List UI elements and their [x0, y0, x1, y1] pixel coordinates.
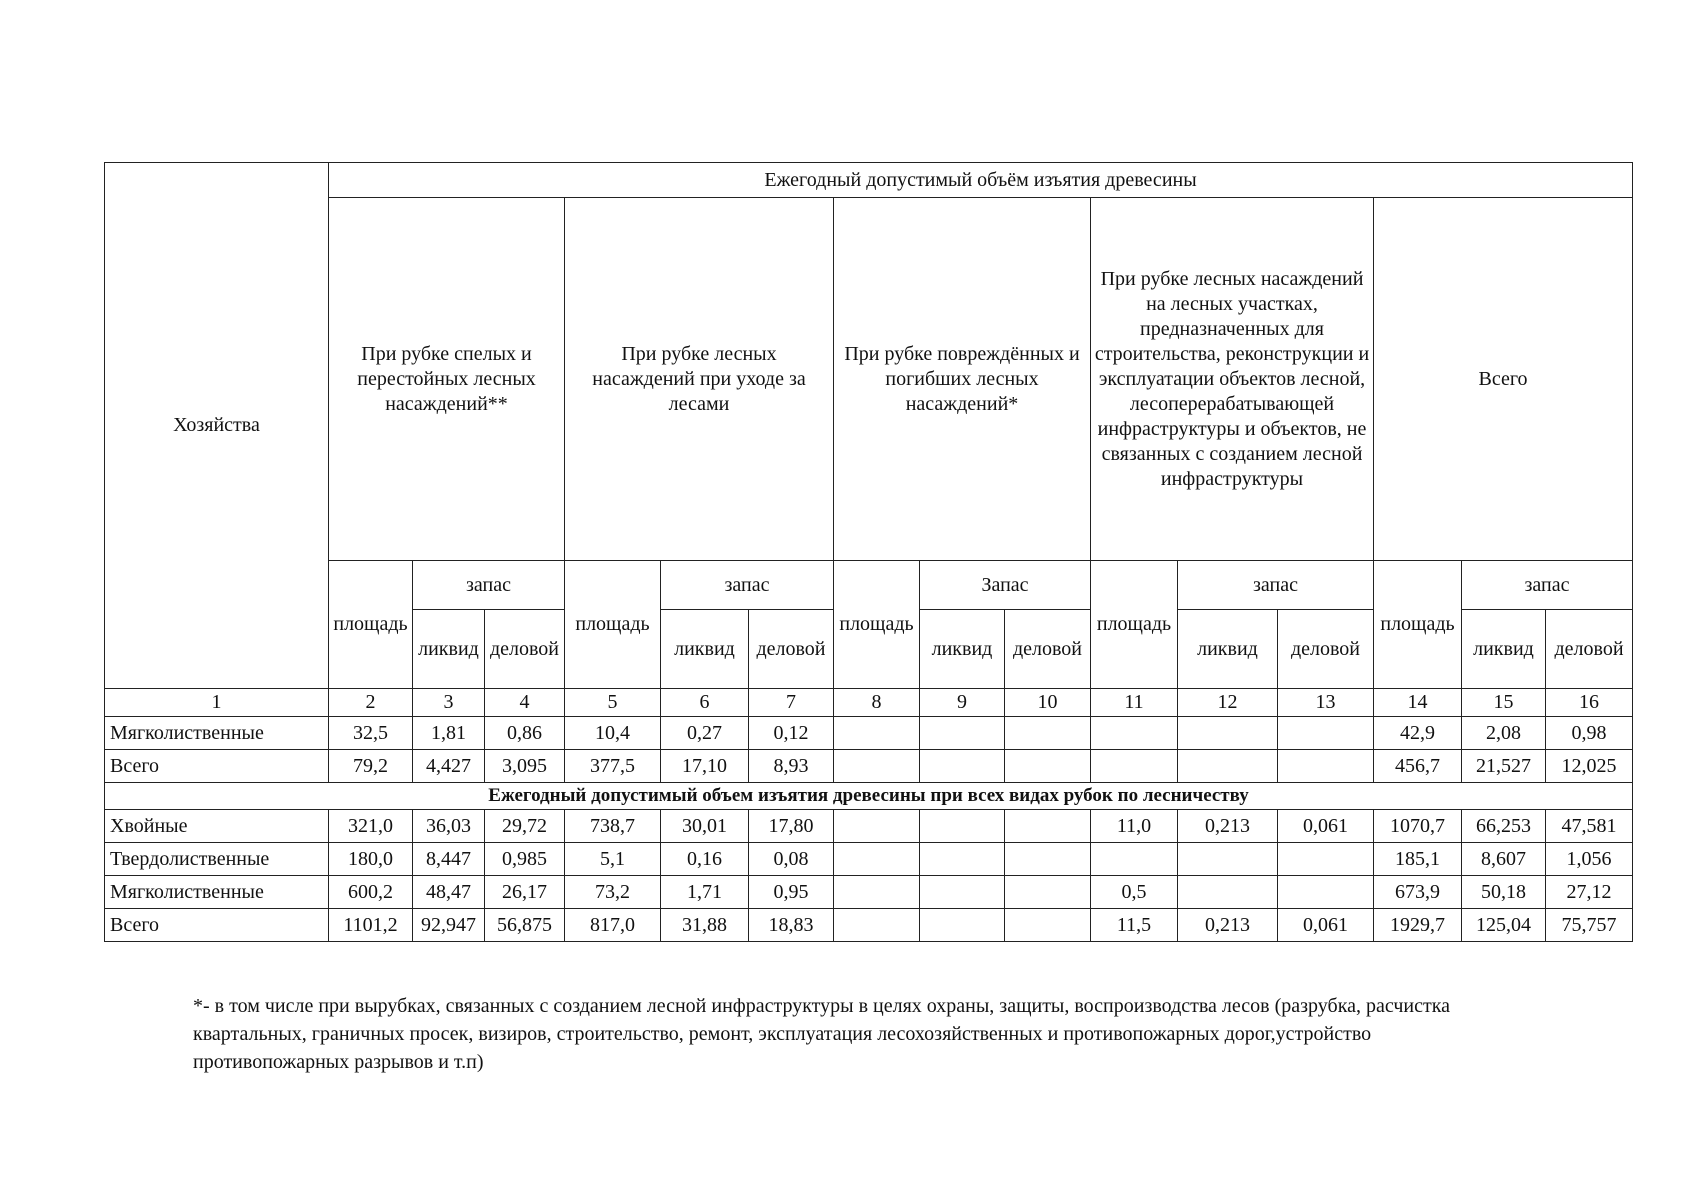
table-cell: 0,12	[749, 717, 834, 750]
header-timber: деловой	[749, 610, 834, 689]
row-label: Хвойные	[105, 810, 329, 843]
table-cell: 17,80	[749, 810, 834, 843]
table-cell: 0,213	[1178, 909, 1278, 942]
table-cell: 600,2	[329, 876, 413, 909]
table-row	[105, 843, 1633, 876]
table-cell: 321,0	[329, 810, 413, 843]
table-cell: 0,98	[1546, 717, 1633, 750]
table-cell	[920, 717, 1005, 750]
column-number: 7	[749, 689, 834, 717]
table-cell: 0,985	[485, 843, 565, 876]
header-group-total: Всего	[1374, 198, 1633, 561]
row-label: Твердолиственные	[105, 843, 329, 876]
header-liquid: ликвид	[413, 610, 485, 689]
column-number: 3	[413, 689, 485, 717]
column-number: 6	[661, 689, 749, 717]
table-cell: 21,527	[1462, 750, 1546, 783]
column-number: 9	[920, 689, 1005, 717]
table-cell: 56,875	[485, 909, 565, 942]
header-area: площадь	[1091, 561, 1178, 689]
table-cell: 92,947	[413, 909, 485, 942]
table-cell: 75,757	[1546, 909, 1633, 942]
table-cell: 1,056	[1546, 843, 1633, 876]
table-cell	[1005, 717, 1091, 750]
table-cell	[920, 810, 1005, 843]
section-row	[105, 783, 1633, 810]
table-cell	[920, 909, 1005, 942]
table-row	[105, 909, 1633, 942]
table-cell: 36,03	[413, 810, 485, 843]
column-number: 16	[1546, 689, 1633, 717]
table-cell: 0,213	[1178, 810, 1278, 843]
row-label: Мягколиственные	[105, 876, 329, 909]
column-number: 14	[1374, 689, 1462, 717]
table-cell: 50,18	[1462, 876, 1546, 909]
table-cell: 11,5	[1091, 909, 1178, 942]
table-cell: 31,88	[661, 909, 749, 942]
table-cell: 1,81	[413, 717, 485, 750]
table-cell: 0,16	[661, 843, 749, 876]
table-cell: 27,12	[1546, 876, 1633, 909]
table-cell: 26,17	[485, 876, 565, 909]
table-cell: 2,08	[1462, 717, 1546, 750]
table-cell	[1005, 876, 1091, 909]
table-cell: 8,607	[1462, 843, 1546, 876]
table-cell: 8,93	[749, 750, 834, 783]
table-cell: 12,025	[1546, 750, 1633, 783]
header-timber: деловой	[1005, 610, 1091, 689]
table-cell	[1278, 843, 1374, 876]
column-number: 15	[1462, 689, 1546, 717]
table-cell: 3,095	[485, 750, 565, 783]
table-cell	[1278, 876, 1374, 909]
table-cell: 10,4	[565, 717, 661, 750]
header-group-construction: При рубке лесных насаждений на лесных участках, предназначенных для строительства, реконструкции и эксплуатации объектов лесной, лесоперерабатывающей инфраструктуры и объектов, не связанных с созданием лесной инфраструктуры	[1091, 198, 1374, 561]
table-cell: 673,9	[1374, 876, 1462, 909]
table-cell	[1005, 810, 1091, 843]
header-liquid: ликвид	[1462, 610, 1546, 689]
header-timber: деловой	[485, 610, 565, 689]
table-cell: 456,7	[1374, 750, 1462, 783]
row-label: Всего	[105, 909, 329, 942]
table-cell	[1178, 750, 1278, 783]
table-cell: 0,5	[1091, 876, 1178, 909]
table-row	[105, 717, 1633, 750]
table-cell: 0,27	[661, 717, 749, 750]
table-cell: 29,72	[485, 810, 565, 843]
table-cell: 5,1	[565, 843, 661, 876]
document-sheet	[104, 162, 1632, 942]
header-liquid: ликвид	[920, 610, 1005, 689]
column-number: 11	[1091, 689, 1178, 717]
header-stock: запас	[1178, 561, 1374, 610]
column-number: 1	[105, 689, 329, 717]
header-liquid: ликвид	[1178, 610, 1278, 689]
table-cell	[1178, 843, 1278, 876]
table-cell	[1005, 909, 1091, 942]
table-row	[105, 750, 1633, 783]
table-cell	[920, 843, 1005, 876]
table-cell	[1005, 843, 1091, 876]
table-cell	[834, 876, 920, 909]
table-row	[105, 810, 1633, 843]
header-stock: запас	[1462, 561, 1633, 610]
table-cell: 1101,2	[329, 909, 413, 942]
table-cell: 18,83	[749, 909, 834, 942]
table-cell: 180,0	[329, 843, 413, 876]
table-cell: 1929,7	[1374, 909, 1462, 942]
header-area: площадь	[329, 561, 413, 689]
table-cell	[1278, 717, 1374, 750]
table-cell: 377,5	[565, 750, 661, 783]
table-cell: 0,08	[749, 843, 834, 876]
header-group-mature: При рубке спелых и перестойных лесных насаждений**	[329, 198, 565, 561]
column-number: 4	[485, 689, 565, 717]
header-area: площадь	[565, 561, 661, 689]
column-number-row	[105, 689, 1633, 717]
header-stock: Запас	[920, 561, 1091, 610]
header-area: площадь	[1374, 561, 1462, 689]
table-cell	[1091, 843, 1178, 876]
table-cell	[920, 750, 1005, 783]
row-label: Всего	[105, 750, 329, 783]
table-cell: 79,2	[329, 750, 413, 783]
table-cell	[834, 843, 920, 876]
table-cell: 8,447	[413, 843, 485, 876]
table-cell: 0,86	[485, 717, 565, 750]
table-cell: 0,061	[1278, 810, 1374, 843]
table-cell: 47,581	[1546, 810, 1633, 843]
table-cell: 0,95	[749, 876, 834, 909]
table-cell	[834, 909, 920, 942]
table-cell: 73,2	[565, 876, 661, 909]
table-cell: 32,5	[329, 717, 413, 750]
table-cell: 1,71	[661, 876, 749, 909]
column-number: 2	[329, 689, 413, 717]
timber-harvest-table	[104, 162, 1633, 942]
table-cell: 185,1	[1374, 843, 1462, 876]
table-cell: 0,061	[1278, 909, 1374, 942]
column-number: 8	[834, 689, 920, 717]
table-cell	[834, 810, 920, 843]
table-cell: 125,04	[1462, 909, 1546, 942]
table-cell: 11,0	[1091, 810, 1178, 843]
table-cell	[1005, 750, 1091, 783]
section-title: Ежегодный допустимый объем изъятия древесины при всех видах рубок по лесничеству	[105, 783, 1633, 810]
table-cell	[834, 750, 920, 783]
table-cell: 1070,7	[1374, 810, 1462, 843]
table-cell	[834, 717, 920, 750]
table-cell: 66,253	[1462, 810, 1546, 843]
header-title: Ежегодный допустимый объём изъятия древесины	[329, 163, 1633, 198]
table-cell	[1091, 750, 1178, 783]
table-cell	[920, 876, 1005, 909]
footnote: *- в том числе при вырубках, связанных с созданием лесной инфраструктуры в целях охраны, защиты, воспроизводства лесов (разрубка, расчистка квартальных, граничных просек, визиров, строительство, ремонт, эксплуатация лесохозяйственных и противопожарных дорог,устройство противопожарных разрывов и т.п)	[193, 995, 1451, 1073]
table-cell: 48,47	[413, 876, 485, 909]
row-label: Мягколиственные	[105, 717, 329, 750]
table-cell: 817,0	[565, 909, 661, 942]
table-row	[105, 876, 1633, 909]
header-timber: деловой	[1278, 610, 1374, 689]
table-cell: 4,427	[413, 750, 485, 783]
table-cell	[1091, 717, 1178, 750]
column-number: 12	[1178, 689, 1278, 717]
header-stock: запас	[661, 561, 834, 610]
header-group-damaged: При рубке повреждённых и погибших лесных насаждений*	[834, 198, 1091, 561]
header-farms: Хозяйства	[105, 163, 329, 689]
header-stock: запас	[413, 561, 565, 610]
header-liquid: ликвид	[661, 610, 749, 689]
column-number: 10	[1005, 689, 1091, 717]
table-cell: 17,10	[661, 750, 749, 783]
table-cell: 738,7	[565, 810, 661, 843]
table-cell	[1278, 750, 1374, 783]
table-cell	[1178, 876, 1278, 909]
header-area: площадь	[834, 561, 920, 689]
column-number: 13	[1278, 689, 1374, 717]
header-timber: деловой	[1546, 610, 1633, 689]
table-cell: 42,9	[1374, 717, 1462, 750]
column-number: 5	[565, 689, 661, 717]
table-cell	[1178, 717, 1278, 750]
header-group-care: При рубке лесных насаждений при уходе за лесами	[565, 198, 834, 561]
table-cell: 30,01	[661, 810, 749, 843]
